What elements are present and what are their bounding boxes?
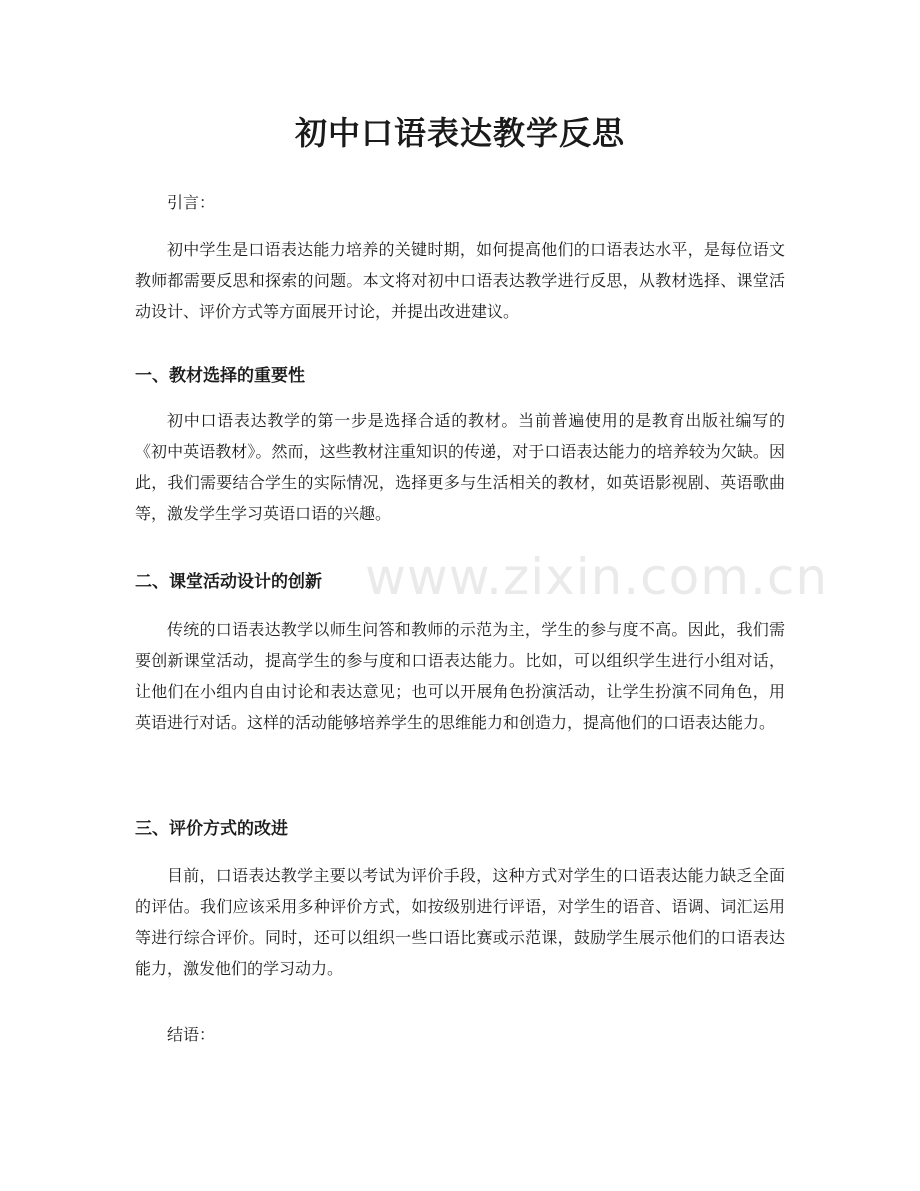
- section-1-heading: 一、教材选择的重要性: [135, 366, 305, 386]
- section-1-paragraph: 初中口语表达教学的第一步是选择合适的教材。当前普遍使用的是教育出版社编写的《初中英语教材》。然而，这些教材注重知识的传递，对于口语表达能力的培养较为欠缺。因此，我们需要结合学生的实际情况，选择更多与生活相关的教材，如英语影视剧、英语歌曲等，激发学生学习英语口语的兴趣。: [135, 411, 785, 523]
- intro-paragraph: 初中学生是口语表达能力培养的关键时期，如何提高他们的口语表达水平，是每位语文教师都需要反思和探索的问题。本文将对初中口语表达教学进行反思，从教材选择、课堂活动设计、评价方式等方面展开讨论，并提出改进建议。: [135, 240, 785, 321]
- watermark-text: www.zixin.com.cn: [365, 548, 829, 606]
- intro-label: 引言：: [167, 193, 216, 212]
- section-2-paragraph: 传统的口语表达教学以师生问答和教师的示范为主，学生的参与度不高。因此，我们需要创新课堂活动，提高学生的参与度和口语表达能力。比如，可以组织学生进行小组对话，让他们在小组内自由讨论和表达意见；也可以开展角色扮演活动，让学生扮演不同角色，用英语进行对话。这样的活动能够培养学生的思维能力和创造力，提高他们的口语表达能力。: [135, 620, 785, 732]
- section-2-heading: 二、课堂活动设计的创新: [135, 572, 322, 592]
- document-title: 初中口语表达教学反思: [294, 114, 625, 152]
- conclusion-label: 结语：: [167, 1025, 216, 1044]
- section-3-paragraph: 目前，口语表达教学主要以考试为评价手段，这种方式对学生的口语表达能力缺乏全面的评估。我们应该采用多种评价方式，如按级别进行评语，对学生的语音、语调、词汇运用等进行综合评价。同时，还可以组织一些口语比赛或示范课，鼓励学生展示他们的口语表达能力，激发他们的学习动力。: [135, 866, 785, 978]
- section-3-heading: 三、评价方式的改进: [135, 819, 288, 839]
